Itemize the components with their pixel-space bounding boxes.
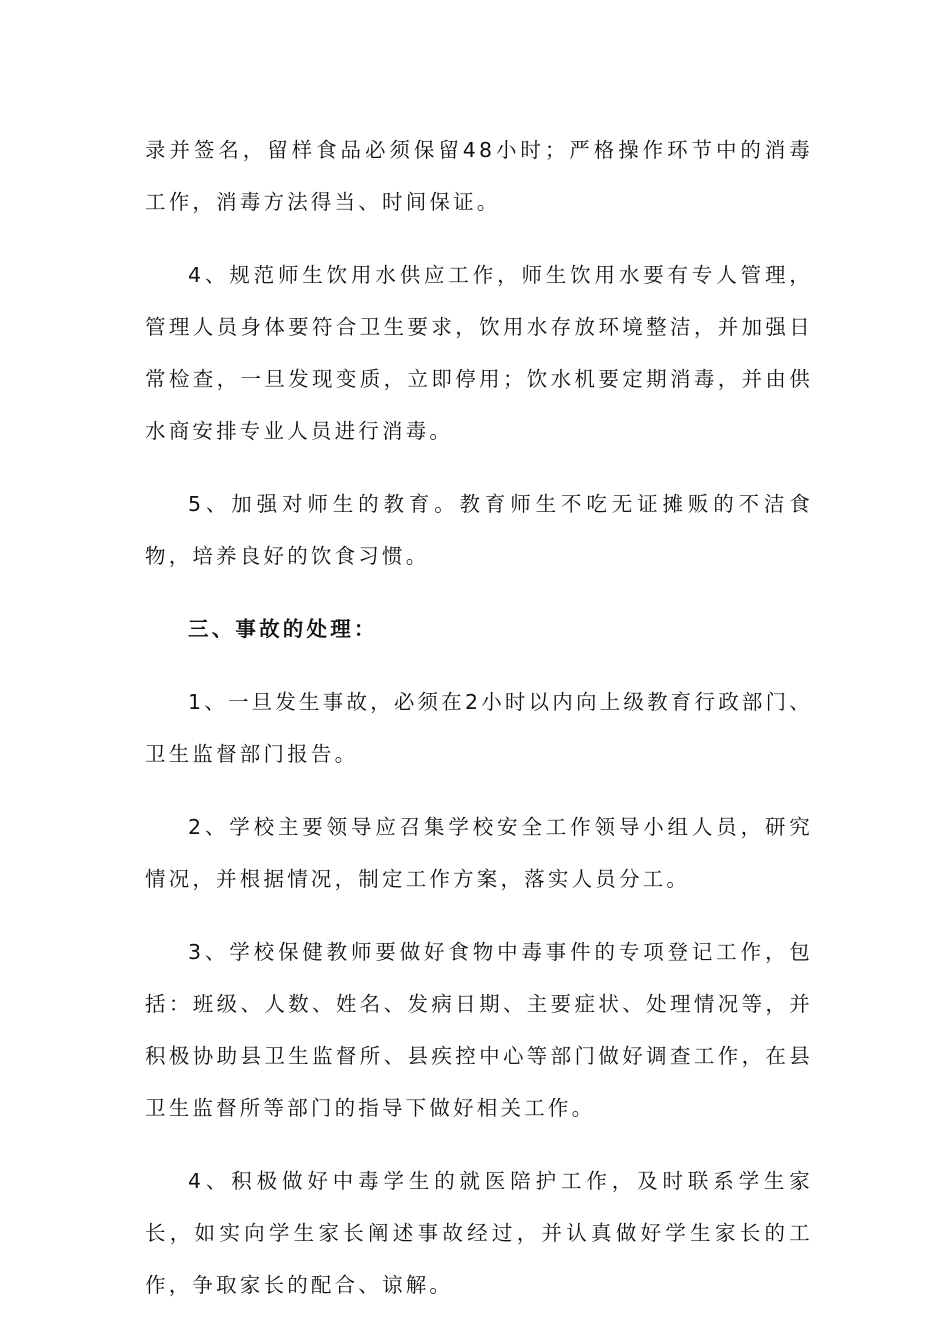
section-item-1: 1、一旦发生事故，必须在2小时以内向上级教育行政部门、卫生监督部门报告。	[145, 690, 813, 766]
paragraph-education: 5、加强对师生的教育。教育师生不吃无证摊贩的不洁食物，培养良好的饮食习惯。	[145, 492, 813, 568]
paragraph-continuation: 录并签名，留样食品必须保留48小时；严格操作环节中的消毒工作，消毒方法得当、时间保证。	[145, 138, 813, 214]
section-item-2: 2、学校主要领导应召集学校安全工作领导小组人员，研究情况，并根据情况，制定工作方案，落实人员分工。	[145, 815, 813, 891]
section-item-4: 4、积极做好中毒学生的就医陪护工作，及时联系学生家长，如实向学生家长阐述事故经过，并认真做好学生家长的工作，争取家长的配合、谅解。	[145, 1169, 813, 1297]
paragraph-drinking-water: 4、规范师生饮用水供应工作，师生饮用水要有专人管理，管理人员身体要符合卫生要求，饮用水存放环境整洁，并加强日常检查，一旦发现变质，立即停用；饮水机要定期消毒，并由供水商安排专业人员进行消毒。	[145, 263, 813, 443]
document-body	[145, 124, 813, 1332]
section-item-3: 3、学校保健教师要做好食物中毒事件的专项登记工作，包括：班级、人数、姓名、发病日期、主要症状、处理情况等，并积极协助县卫生监督所、县疾控中心等部门做好调查工作，在县卫生监督所等部门的指导下做好相关工作。	[145, 940, 813, 1120]
section-heading: 三、事故的处理：	[188, 617, 378, 641]
